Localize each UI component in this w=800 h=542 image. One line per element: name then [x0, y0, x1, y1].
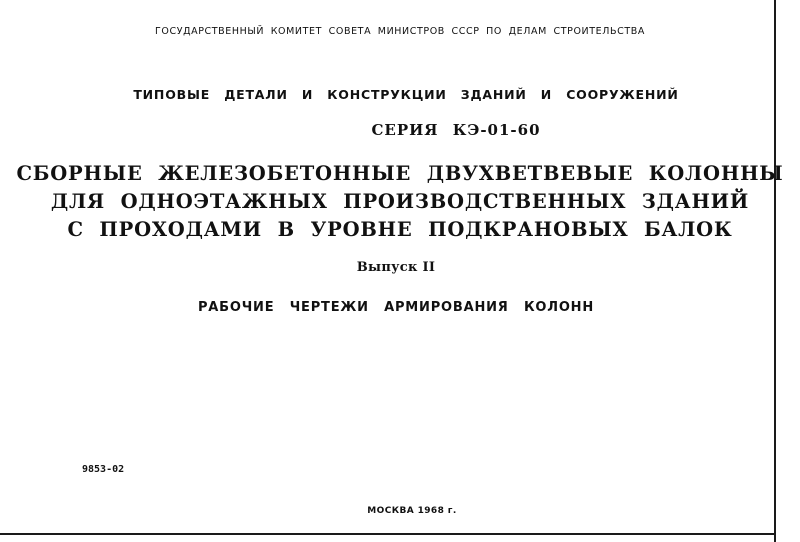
- issue-number: Выпуск II: [356, 260, 436, 275]
- frame-bottom-border: [0, 533, 776, 535]
- document-subtitle: РАБОЧИЕ ЧЕРТЕЖИ АРМИРОВАНИЯ КОЛОНН: [197, 300, 595, 315]
- main-title-line-1: СБОРНЫЕ ЖЕЛЕЗОБЕТОННЫЕ ДВУХВЕТВЕВЫЕ КОЛОННЫ: [16, 162, 784, 185]
- main-title-line-2: ДЛЯ ОДНОЭТАЖНЫХ ПРОИЗВОДСТВЕННЫХ ЗДАНИЙ: [50, 190, 750, 213]
- series-title: ТИПОВЫЕ ДЕТАЛИ И КОНСТРУКЦИИ ЗДАНИЙ И СООРУЖЕНИЙ: [133, 87, 679, 102]
- city-year: МОСКВА 1968 г.: [367, 506, 457, 516]
- document-number: 9853-02: [82, 464, 125, 475]
- series-code: СЕРИЯ КЭ-01-60: [371, 121, 541, 139]
- main-title-line-3: С ПРОХОДАМИ В УРОВНЕ ПОДКРАНОВЫХ БАЛОК: [67, 218, 733, 241]
- committee-header: ГОСУДАРСТВЕННЫЙ КОМИТЕТ СОВЕТА МИНИСТРОВ СССР ПО ДЕЛАМ СТРОИТЕЛЬСТВА: [155, 26, 645, 37]
